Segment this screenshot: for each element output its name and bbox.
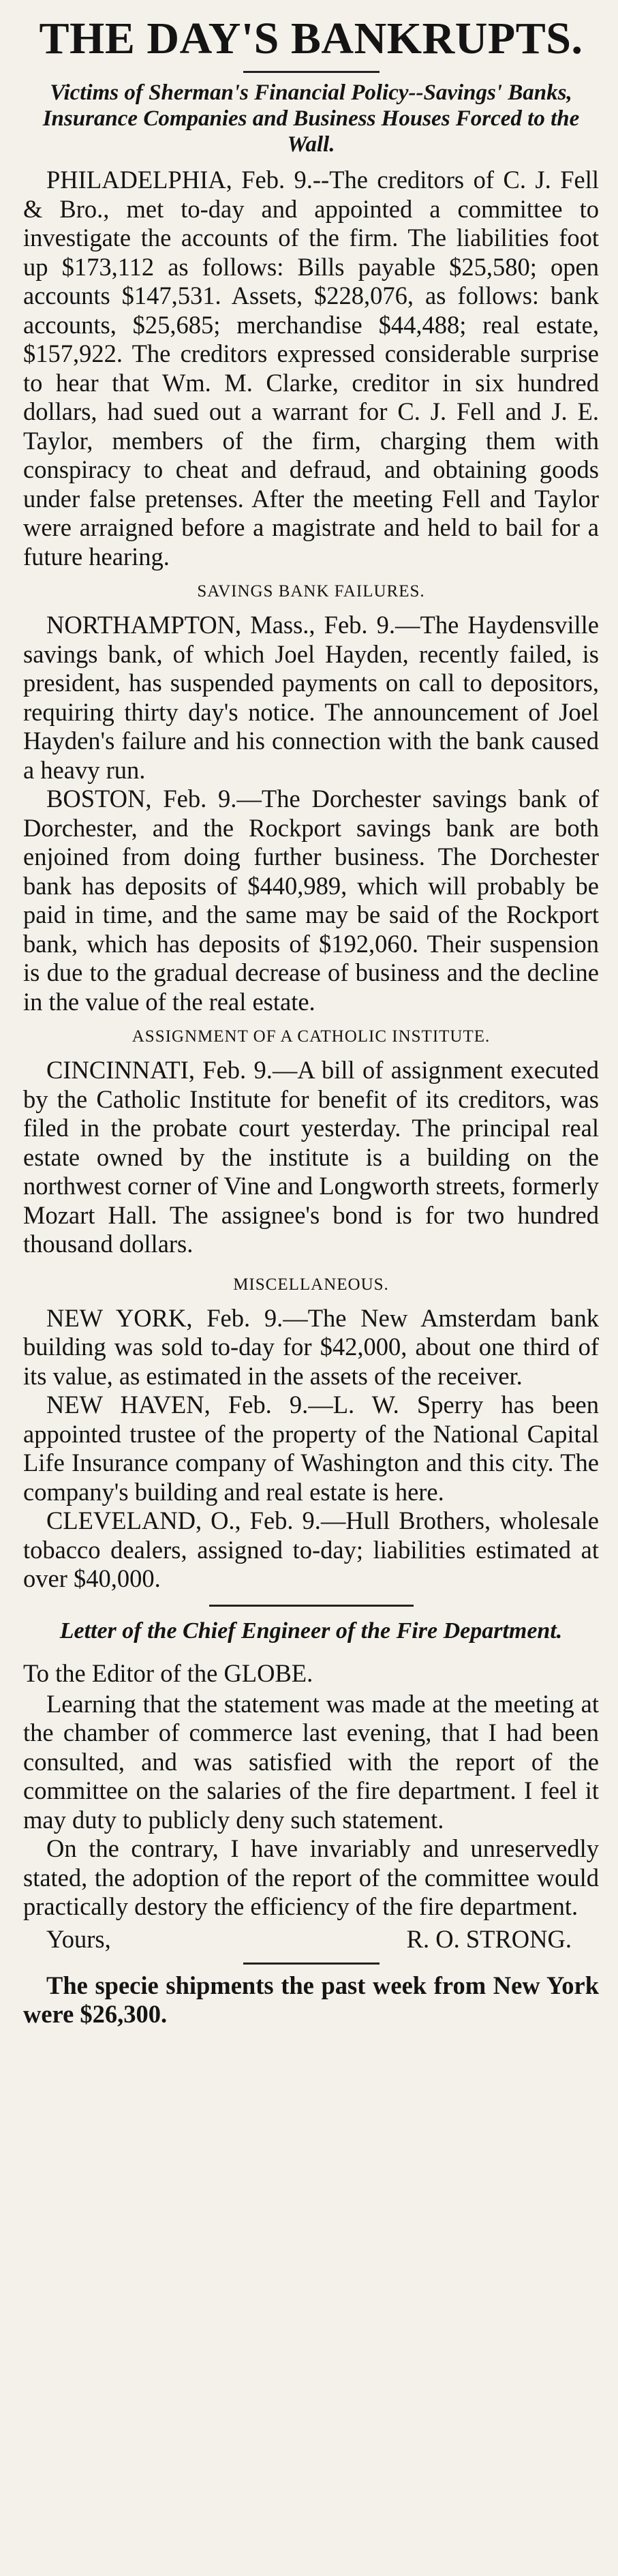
article-paragraph xyxy=(23,1304,599,1391)
dateline: CINCINNATI xyxy=(46,1056,189,1084)
dateline: BOSTON xyxy=(46,785,146,813)
headline: THE DAY'S BANKRUPTS. xyxy=(39,14,583,63)
section-subhead: SAVINGS BANK FAILURES. xyxy=(197,582,425,601)
article-paragraph xyxy=(23,166,599,571)
section-subhead: MISCELLANEOUS. xyxy=(233,1275,389,1294)
headline-rule xyxy=(243,71,380,73)
paragraph-text: , Mass., Feb. 9.—The Haydensville savings bank, of which Joel Hayden, recently failed, is president, has suspended payments on call to depositors, requiring thirty day's notice. The announcement of Joel Hayden's failure and his connection with the bank caused a heavy run. xyxy=(23,611,599,784)
paragraph-text: , Feb. 9.—The Dorchester savings bank of Dorchester, and the Rockport savings bank are both enjoined from doing further business. The Dorchester bank has deposits of $440,989, which will probably be paid in time, and the same may be said of the Rockport bank, which has deposits of $192,060. Their suspension is due to the gradual decrease of business and the decline in the value of the real estate. xyxy=(23,785,599,1016)
section-divider-rule xyxy=(243,1963,380,1965)
dateline: NORTHAMPTON xyxy=(46,611,235,639)
paragraph-text: , Feb. 9.—L. W. Sperry has been appointed trustee of the property of the National Capital Life Insurance company of Washington and this city. The company's building and real estate is here. xyxy=(23,1391,599,1506)
article-paragraph xyxy=(23,1056,599,1259)
letter-paragraph: Learning that the statement was made at the meeting at the chamber of commerce last evening, that I had been consulted, and was satisfied with the report of the committee on the salaries of the fire department. I feel it may duty to publicly deny such statement. xyxy=(23,1689,599,1834)
letter-closing: Yours, xyxy=(46,1924,111,1953)
brief-paragraph: The specie shipments the past week from New York were $26,300. xyxy=(23,1971,599,2028)
article-paragraph xyxy=(23,611,599,785)
article-deck: Victims of Sherman's Financial Policy--Savings' Banks, Insurance Companies and Business Houses Forced to the Wall. xyxy=(42,80,580,157)
section-divider-rule xyxy=(209,1605,414,1607)
paragraph-text: , Feb. 9.—A bill of assignment executed by the Catholic Institute for benefit of its creditors, was filed in the probate court yesterday. The principal real estate owned by the institute is a building on the northwest corner of Vine and Longworth streets, formerly Mozart Hall. The assignee's bond is for two hundred thousand dollars. xyxy=(23,1056,599,1258)
letter-paragraph: On the contrary, I have invariably and unreservedly stated, the adoption of the report of the committee would practically destory the efficiency of the fire department. xyxy=(23,1834,599,1920)
letter-signoff xyxy=(23,1924,599,1954)
paragraph-text: , Feb. 9.—The New Amsterdam bank building was sold to-day for $42,000, about one third of its value, as estimated in the assets of the receiver. xyxy=(23,1303,599,1390)
dateline: PHILADELPHIA xyxy=(46,166,226,194)
paragraph-text: , O., Feb. 9.—Hull Brothers, wholesale tobacco dealers, assigned to-day; liabilities estimated at over $40,000. xyxy=(23,1506,599,1592)
article-paragraph xyxy=(23,785,599,1016)
letter-salutation: To the Editor of the GLOBE. xyxy=(23,1658,313,1687)
dateline: NEW YORK xyxy=(46,1303,187,1332)
dateline: NEW HAVEN xyxy=(46,1391,204,1419)
dateline: CLEVELAND xyxy=(46,1506,196,1534)
section-subhead: ASSIGNMENT OF A CATHOLIC INSTITUTE. xyxy=(132,1027,491,1046)
letter-title: Letter of the Chief Engineer of the Fire Department. xyxy=(59,1618,563,1643)
letter-signature: R. O. STRONG. xyxy=(406,1924,572,1953)
article-paragraph xyxy=(23,1506,599,1594)
paragraph-text: , Feb. 9.--The creditors of C. J. Fell & Bro., met to-day and appointed a committee to investigate the accounts of the firm. The liabilities foot up $173,112 as follows: Bills payable $25,580; open accounts $147,531. Assets, $228,076, as follows: bank accounts, $25,685; merchandise $44,488; real estate, $157,922. The creditors expressed considerable surprise to hear that Wm. M. Clarke, creditor in six hundred dollars, had sued out a warrant for C. J. Fell and J. E. Taylor, members of the firm, charging them with conspiracy to cheat and defraud, and obtaining goods under false pretenses. After the meeting Fell and Taylor were arraigned before a magistrate and held to bail for a future hearing. xyxy=(23,166,599,571)
article-paragraph xyxy=(23,1391,599,1506)
